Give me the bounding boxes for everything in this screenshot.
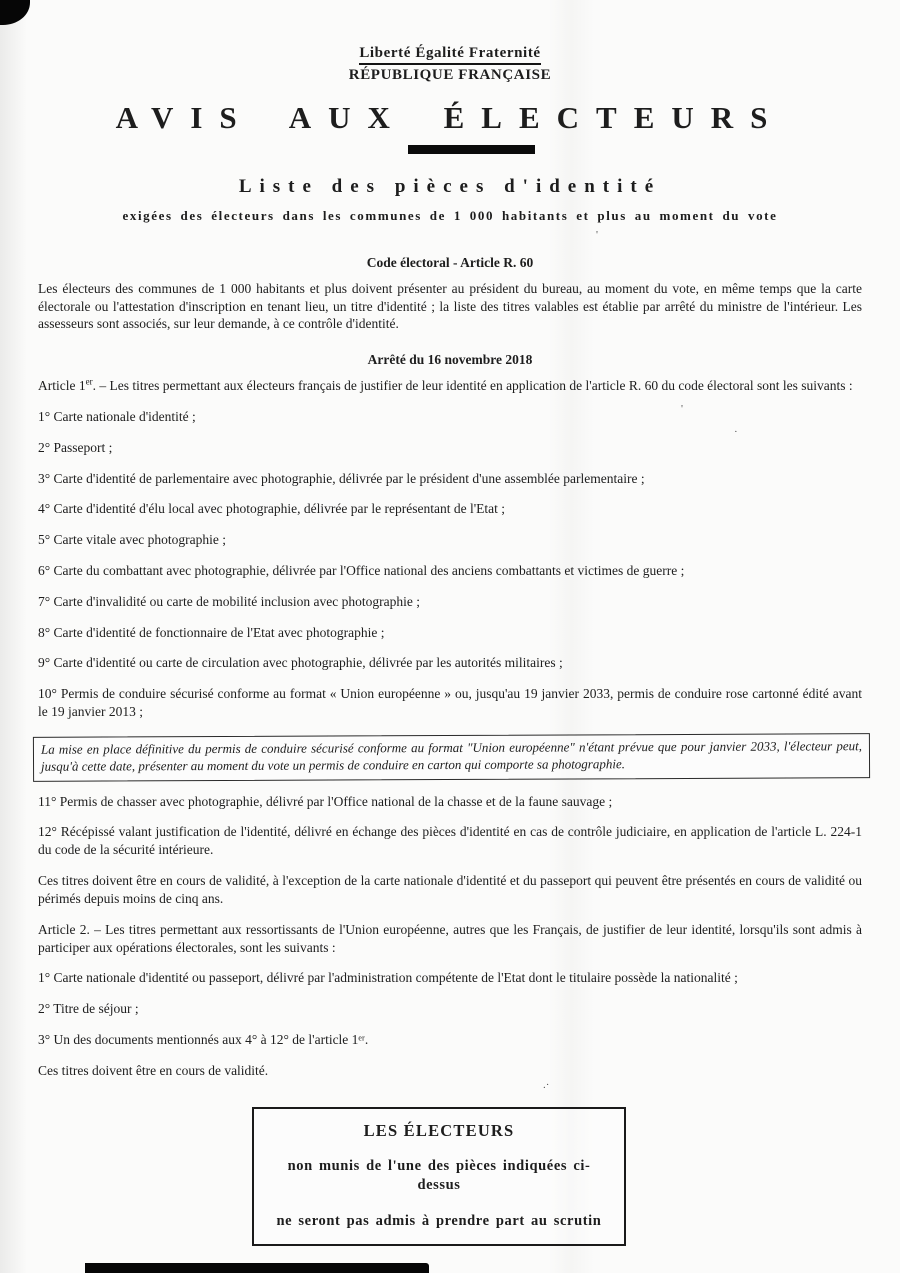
notice-line-3: ne seront pas admis à prendre part au scrutin [276,1212,602,1229]
note-box [33,733,870,781]
article1-ordinal-sup: er [85,376,93,387]
list-item: 5° Carte vitale avec photographie ; [38,532,226,548]
code-electoral-paragraph: Les électeurs des communes de 1 000 habitants et plus doivent présenter au président du bureau, au moment du vote, en même temps que la carte électorale ou l'attestation d'inscription en tenant lieu, un titre d'identité ; la liste des titres valables est établie par arrêté du ministre de l'intérieur. Les assesseurs sont associés, sur leur demande, à ce contrôle d'identité. [38,280,862,332]
document-subtitle-detail: exigées des électeurs dans les communes de 1 000 habitants et plus au moment du vote [122,208,778,223]
list-item: 1° Carte nationale d'identité ; [38,408,196,424]
list-item: 1° Carte nationale d'identité ou passeport, délivré par l'administration compétente de l'Etat dont le titulaire possède la nationalité ; [38,970,738,986]
article2-validity-paragraph: Ces titres doivent être en cours de validité. [38,1062,269,1078]
scan-speck: .· [543,1079,550,1091]
article1-intro-text: . – Les titres permettant aux électeurs français de justifier de leur identité en application de l'article R. 60 du code électoral sont les suivants : [92,378,853,394]
document-body [0,254,900,1246]
list-item: 10° Permis de conduire sécurisé conforme au format « Union européenne » ou, jusqu'au 19 janvier 2033, permis de conduire rose cartonné édité avant le 19 janvier 2013 ; [38,686,862,719]
article1-intro [38,377,862,395]
article2-intro: Article 2. – Les titres permettant aux ressortissants de l'Union européenne, autres que les Français, de justifier de leur identité, lorsqu'ils sont admis à participer aux opérations électorales, sont les suivants : [38,921,862,955]
scan-speck: · [734,426,738,438]
list-item: 2° Titre de séjour ; [38,1001,139,1017]
section-heading-code-electoral: Code électoral - Article R. 60 [366,255,534,270]
document-subtitle: Liste des pièces d'identité [238,176,662,197]
list-item: 12° Récépissé valant justification de l'identité, délivré en échange des pièces d'identité en cas de contrôle judiciaire, en application de l'article L. 224-1 du code de la sécurité intérieure. [38,824,862,858]
note-text: La mise en place définitive du permis de conduire sécurisé conforme au format "Union européenne" n'étant prévue que pour janvier 2033, l'électeur peut, jusqu'à cette date, présenter au moment du vote un permis de conduire en carton qui comporte sa photographie. [40,738,862,775]
list-item: 3° Carte d'identité de parlementaire avec photographie, délivrée par le président d'une assemblée parlementaire ; [38,470,645,486]
list-item: 2° Passeport ; [38,439,113,455]
page-title: AVIS AUX ÉLECTEURS [115,100,785,135]
article1-label: Article 1 [38,378,86,394]
scan-speck: ' [596,229,598,241]
section-heading-arrete: Arrêté du 16 novembre 2018 [367,352,533,368]
list-item: 7° Carte d'invalidité ou carte de mobilité inclusion avec photographie ; [38,593,420,609]
voters-notice-box [252,1107,626,1246]
document-header [0,0,900,224]
list-item: 3° Un des documents mentionnés aux 4° à 12° de l'article 1ᵉʳ. [38,1031,369,1047]
list-item: 8° Carte d'identité de fonctionnaire de l'Etat avec photographie ; [38,624,385,640]
article1-validity-paragraph: Ces titres doivent être en cours de validité, à l'exception de la carte nationale d'identité et du passeport qui peuvent être présentés en cours de validité ou périmés depuis moins de cinq ans. [38,873,862,906]
list-item: 9° Carte d'identité ou carte de circulation avec photographie, délivrée par les autorités militaires ; [38,655,563,671]
list-item: 6° Carte du combattant avec photographie, délivrée par l'Office national des anciens combattants et victimes de guerre ; [38,562,685,578]
title-underline-bar [408,145,535,154]
scan-bottom-bar-artifact [85,1263,429,1273]
notice-line-2: non munis de l'une des pièces indiquées ci-dessus [287,1158,591,1194]
national-motto: Liberté Égalité Fraternité [359,45,540,65]
list-item: 4° Carte d'identité d'élu local avec photographie, délivrée par le représentant de l'Etat ; [38,501,506,517]
notice-line-1: LES ÉLECTEURS [363,1120,515,1140]
list-item: 11° Permis de chasser avec photographie, délivré par l'Office national de la chasse et de la faune sauvage ; [38,793,613,809]
scan-speck: ' [681,403,683,415]
republic-name: RÉPUBLIQUE FRANÇAISE [348,67,552,83]
